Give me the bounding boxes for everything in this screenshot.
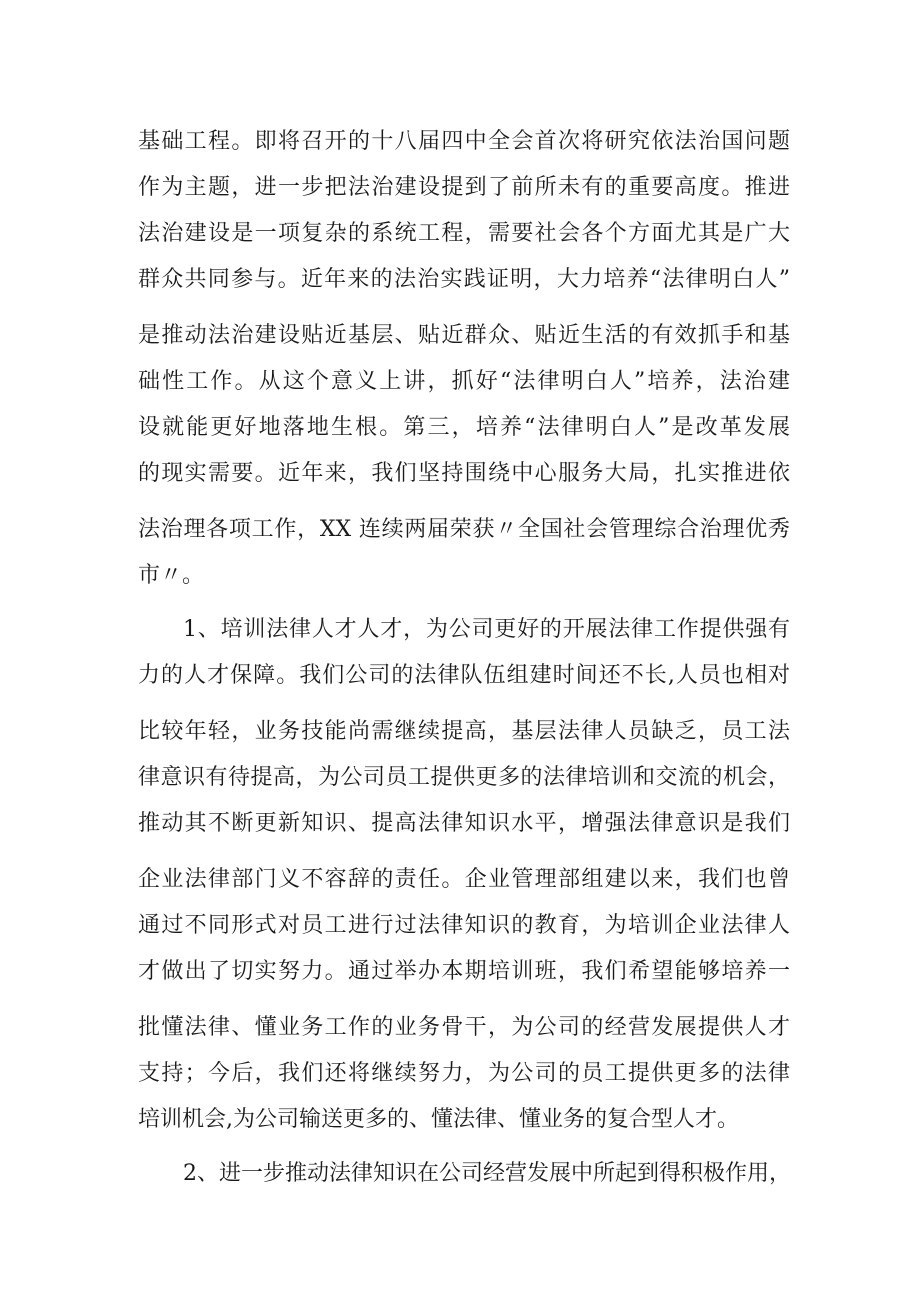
text-line: 法治理各项工作，XX 连续两届荣获〃全国社会管理综合治理优秀: [138, 517, 790, 542]
text-line: 设就能更好地落地生根。第三，培养“法律明白人”是改革发展: [138, 415, 790, 440]
text-line: 2、进一步推动法律知识在公司经营发展中所起到得积极作用，: [183, 1161, 791, 1186]
text-line: 基础工程。即将召开的十八届四中全会首次将研究依法治国问题: [138, 129, 790, 154]
text-line: 市〃。: [138, 563, 205, 588]
text-line: 群众共同参与。近年来的法治实践证明，大力培养“法律明白人”: [138, 267, 790, 292]
text-line: 比较年轻，业务技能尚需继续提高，基层法律人员缺乏，员工法: [138, 719, 790, 744]
text-line: 才做出了切实努力。通过举办本期培训班，我们希望能够培养一: [138, 959, 790, 984]
text-line: 作为主题，进一步把法治建设提到了前所未有的重要高度。推进: [138, 175, 790, 200]
text-line: 培训机会,为公司输送更多的、懂法律、懂业务的复合型人才。: [138, 1107, 739, 1132]
text-line: 企业法律部门义不容辞的责任。企业管理部组建以来，我们也曾: [138, 867, 790, 892]
text-line: 律意识有待提高，为公司员工提供更多的法律培训和交流的机会，: [138, 765, 790, 790]
text-line: 1、培训法律人才人才，为公司更好的开展法律工作提供强有: [183, 617, 790, 642]
text-line: 批懂法律、懂业务工作的业务骨干，为公司的经营发展提供人才: [138, 1015, 790, 1040]
text-line: 支持；今后，我们还将继续努力，为公司的员工提供更多的法律: [138, 1061, 790, 1086]
text-line: 是推动法治建设贴近基层、贴近群众、贴近生活的有效抓手和基: [138, 323, 790, 348]
text-line: 础性工作。从这个意义上讲，抓好“法律明白人”培养，法治建: [138, 369, 790, 394]
text-line: 通过不同形式对员工进行过法律知识的教育，为培训企业法律人: [138, 913, 790, 938]
text-line: 的现实需要。近年来，我们坚持围绕中心服务大局，扎实推进依: [138, 461, 790, 486]
text-line: 力的人才保障。我们公司的法律队伍组建时间还不长,人员也相对: [138, 663, 790, 688]
text-line: 法治建设是一项复杂的系统工程，需要社会各个方面尤其是广大: [138, 221, 790, 246]
text-line: 推动其不断更新知识、提高法律知识水平，增强法律意识是我们: [138, 811, 790, 836]
